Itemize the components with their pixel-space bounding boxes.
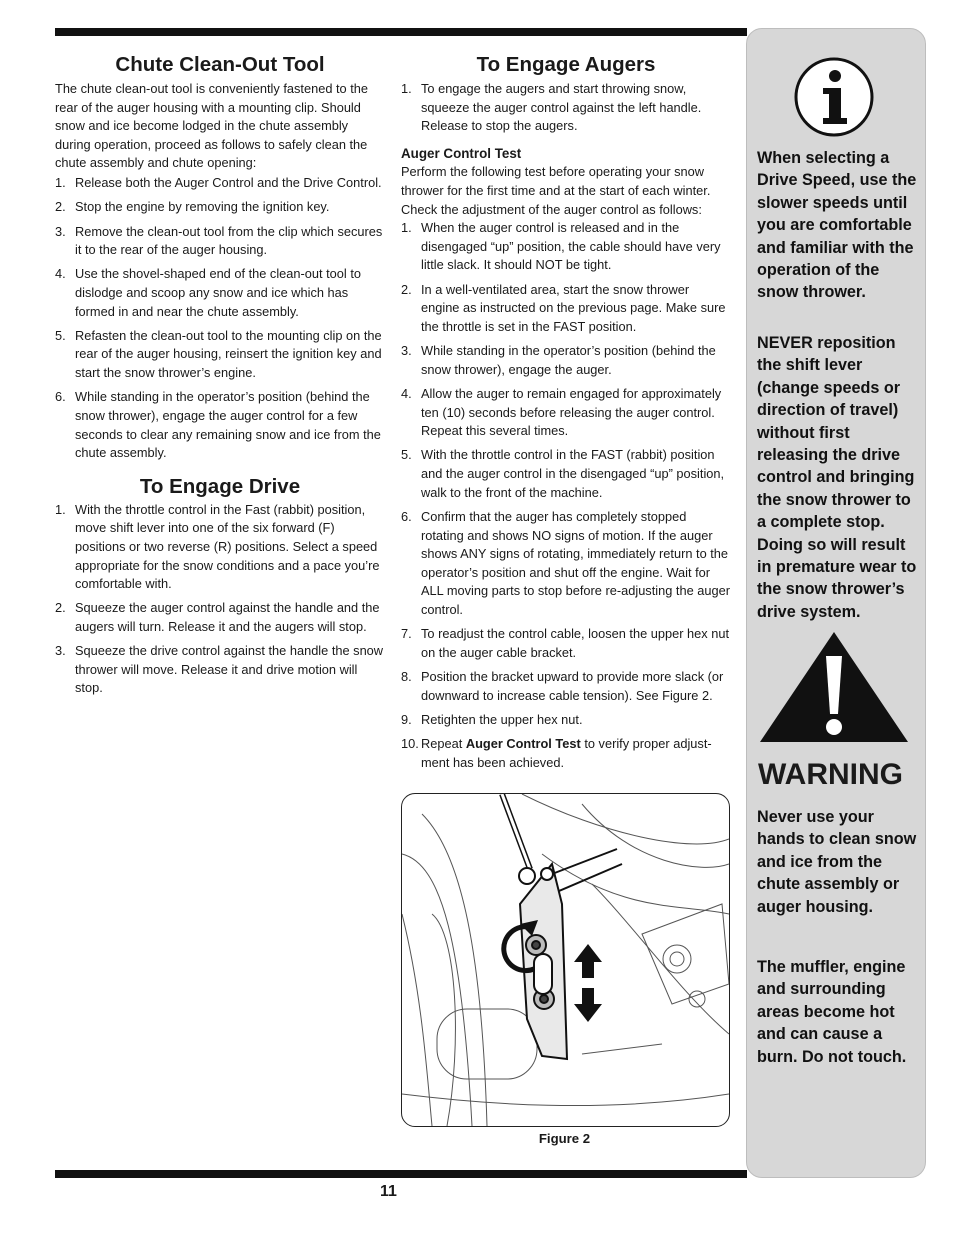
chute-intro-paragraph: The chute clean-out tool is conveniently fastened to the rear of the auger housing with a mounting clip. Should snow and ice become lodged in the chute assembly during operation, proceed as follows to safely clean the chute assembly and chute opening:	[55, 81, 369, 171]
list-item	[55, 501, 385, 594]
list-item	[401, 446, 731, 502]
auger-test-step-10	[401, 735, 731, 772]
list-number: 3.	[55, 223, 66, 239]
list-item	[55, 327, 385, 383]
list-item	[55, 198, 385, 217]
list-number: 9.	[401, 711, 412, 727]
list-text: With the throttle control in the Fast (rabbit) position, move shift lever into one of the six forward (F) positions or two reverse (R) positions. Select a speed appropriate for the snow conditions and a pace you’re comfortable with.	[75, 501, 380, 592]
list-number: 6.	[401, 508, 412, 524]
drive-speed-note: When selecting a Drive Speed, use the slower speeds until you are comfortable and familiar with the operation of the snow thrower.	[757, 149, 917, 302]
list-item	[401, 668, 731, 705]
list-text: To engage the augers and start throwing snow, squeeze the auger control against the left handle. Release to stop the augers.	[421, 81, 702, 134]
list-item	[401, 625, 731, 662]
warning-triangle-icon	[758, 628, 910, 746]
engage-augers-heading: To Engage Augers	[476, 53, 656, 76]
list-number: 10.	[401, 736, 419, 752]
step10-bold-ref: Auger Control Test	[465, 736, 581, 752]
augers-steps-list	[401, 80, 731, 136]
list-number: 3.	[55, 643, 66, 659]
list-number: 2.	[55, 600, 66, 616]
list-text: Use the shovel-shaped end of the clean-out tool to dislodge and scoop any snow and ice which has formed in and near the chute assembly.	[75, 266, 361, 319]
warning-heading: WARNING	[758, 758, 903, 791]
list-item	[55, 265, 385, 321]
list-number: 5.	[55, 327, 66, 343]
bottom-rule	[55, 1170, 747, 1178]
figure-2-illustration	[401, 793, 730, 1127]
list-item	[55, 599, 385, 636]
hands-warning: Never use your hands to clean snow and ice from the chute assembly or auger housing.	[757, 808, 917, 916]
list-text: While standing in the operator’s position (behind the snow thrower), engage the auger.	[421, 343, 716, 377]
list-item	[55, 223, 385, 260]
list-number: 1.	[55, 174, 66, 190]
list-item	[401, 385, 731, 441]
list-item	[55, 642, 385, 698]
list-item	[55, 388, 385, 462]
list-text: Release both the Auger Control and the Drive Control.	[75, 174, 382, 190]
list-text: Stop the engine by removing the ignition key.	[75, 199, 330, 215]
info-icon	[793, 56, 875, 138]
list-number: 2.	[55, 199, 66, 215]
list-number: 2.	[401, 281, 412, 297]
list-number: 3.	[401, 343, 412, 359]
list-text: Position the bracket upward to provide more slack (or downward to increase cable tension). See Figure 2.	[421, 669, 724, 703]
list-item	[401, 281, 731, 337]
list-item	[401, 342, 731, 379]
auger-test-intro: Perform the following test before operating your snow thrower for the first time and at the start of each winter. Check the adjustment of the auger control as follows:	[401, 164, 711, 217]
list-text: While standing in the operator’s position (behind the snow thrower), engage the auger control for a few seconds to clear any remaining snow and ice from the chute assembly.	[75, 389, 381, 461]
list-item	[401, 735, 731, 772]
list-number: 7.	[401, 626, 412, 642]
list-text: Confirm that the auger has completely stopped rotating and shows NO signs of motion. If the auger shows ANY signs of rotating, immediately return to the operator’s position and shut off the engine. Wait for ALL moving parts to stop before re-adjusting the auger control.	[421, 508, 730, 617]
list-text: Squeeze the auger control against the handle and the augers will turn. Release it and the augers will stop.	[75, 600, 380, 634]
list-item	[55, 174, 385, 193]
auger-cable-bracket-drawing	[402, 794, 729, 1126]
list-item	[401, 508, 731, 620]
drive-steps-list	[55, 501, 385, 698]
list-number: 1.	[401, 220, 412, 236]
list-number: 4.	[55, 266, 66, 282]
list-text: Allow the auger to remain engaged for approximately ten (10) seconds before releasing the auger control. Repeat this several times.	[421, 385, 722, 439]
left-column	[55, 52, 385, 704]
list-text: When the auger control is released and in the disengaged “up” position, the cable should have very little slack. It should NOT be tight.	[421, 220, 721, 273]
top-rule	[55, 28, 747, 36]
list-item	[401, 711, 731, 730]
middle-column	[401, 52, 731, 778]
list-number: 1.	[55, 501, 66, 517]
auger-control-test-heading: Auger Control Test	[401, 145, 522, 161]
list-number: 5.	[401, 447, 412, 463]
step10-text: Repeat	[421, 736, 466, 752]
hot-surface-warning: The muffler, engine and surrounding areas become hot and can cause a burn. Do not touch.	[757, 958, 907, 1066]
list-text: Retighten the upper hex nut.	[421, 711, 583, 727]
list-number: 6.	[55, 389, 66, 405]
list-text: Squeeze the drive control against the handle the snow thrower will move. Release it and drive motion will stop.	[75, 643, 384, 696]
page-number: 11	[380, 1183, 397, 1200]
chute-clean-out-heading: Chute Clean-Out Tool	[115, 53, 325, 76]
step10-text-end: to verify proper adjust-ment has been achieved.	[421, 736, 712, 770]
list-number: 1.	[401, 81, 412, 96]
list-text: In a well-ventilated area, start the snow thrower engine as instructed on the previous page. Make sure the throttle is set in the FAST position.	[421, 281, 726, 334]
engage-drive-heading: To Engage Drive	[139, 474, 301, 498]
figure-caption: Figure 2	[538, 1131, 591, 1146]
list-number: 4.	[401, 385, 412, 401]
list-number: 8.	[401, 669, 412, 685]
list-item	[401, 219, 731, 275]
up-down-arrow	[574, 944, 602, 1022]
list-text: With the throttle control in the FAST (rabbit) position and the auger control in the disengaged “up” position, walk to the front of the machine.	[421, 447, 725, 500]
shift-lever-caution: NEVER reposition the shift lever (change speeds or direction of travel) without first releasing the drive control and bringing the snow thrower to a complete stop. Doing so will result in premature wear to the snow thrower’s drive system.	[757, 334, 917, 621]
list-text: Refasten the clean-out tool to the mounting clip on the rear of the auger housing, reinsert the ignition key and start the snow thrower’s engine.	[75, 327, 382, 381]
list-text: Remove the clean-out tool from the clip which secures it to the rear of the auger housing.	[75, 223, 383, 258]
auger-test-steps-list	[401, 219, 731, 729]
cable-bracket	[519, 864, 567, 1059]
list-text: To readjust the control cable, loosen the upper hex nut on the auger cable bracket.	[421, 626, 730, 660]
list-item	[401, 80, 731, 136]
chute-steps-list	[55, 174, 385, 463]
